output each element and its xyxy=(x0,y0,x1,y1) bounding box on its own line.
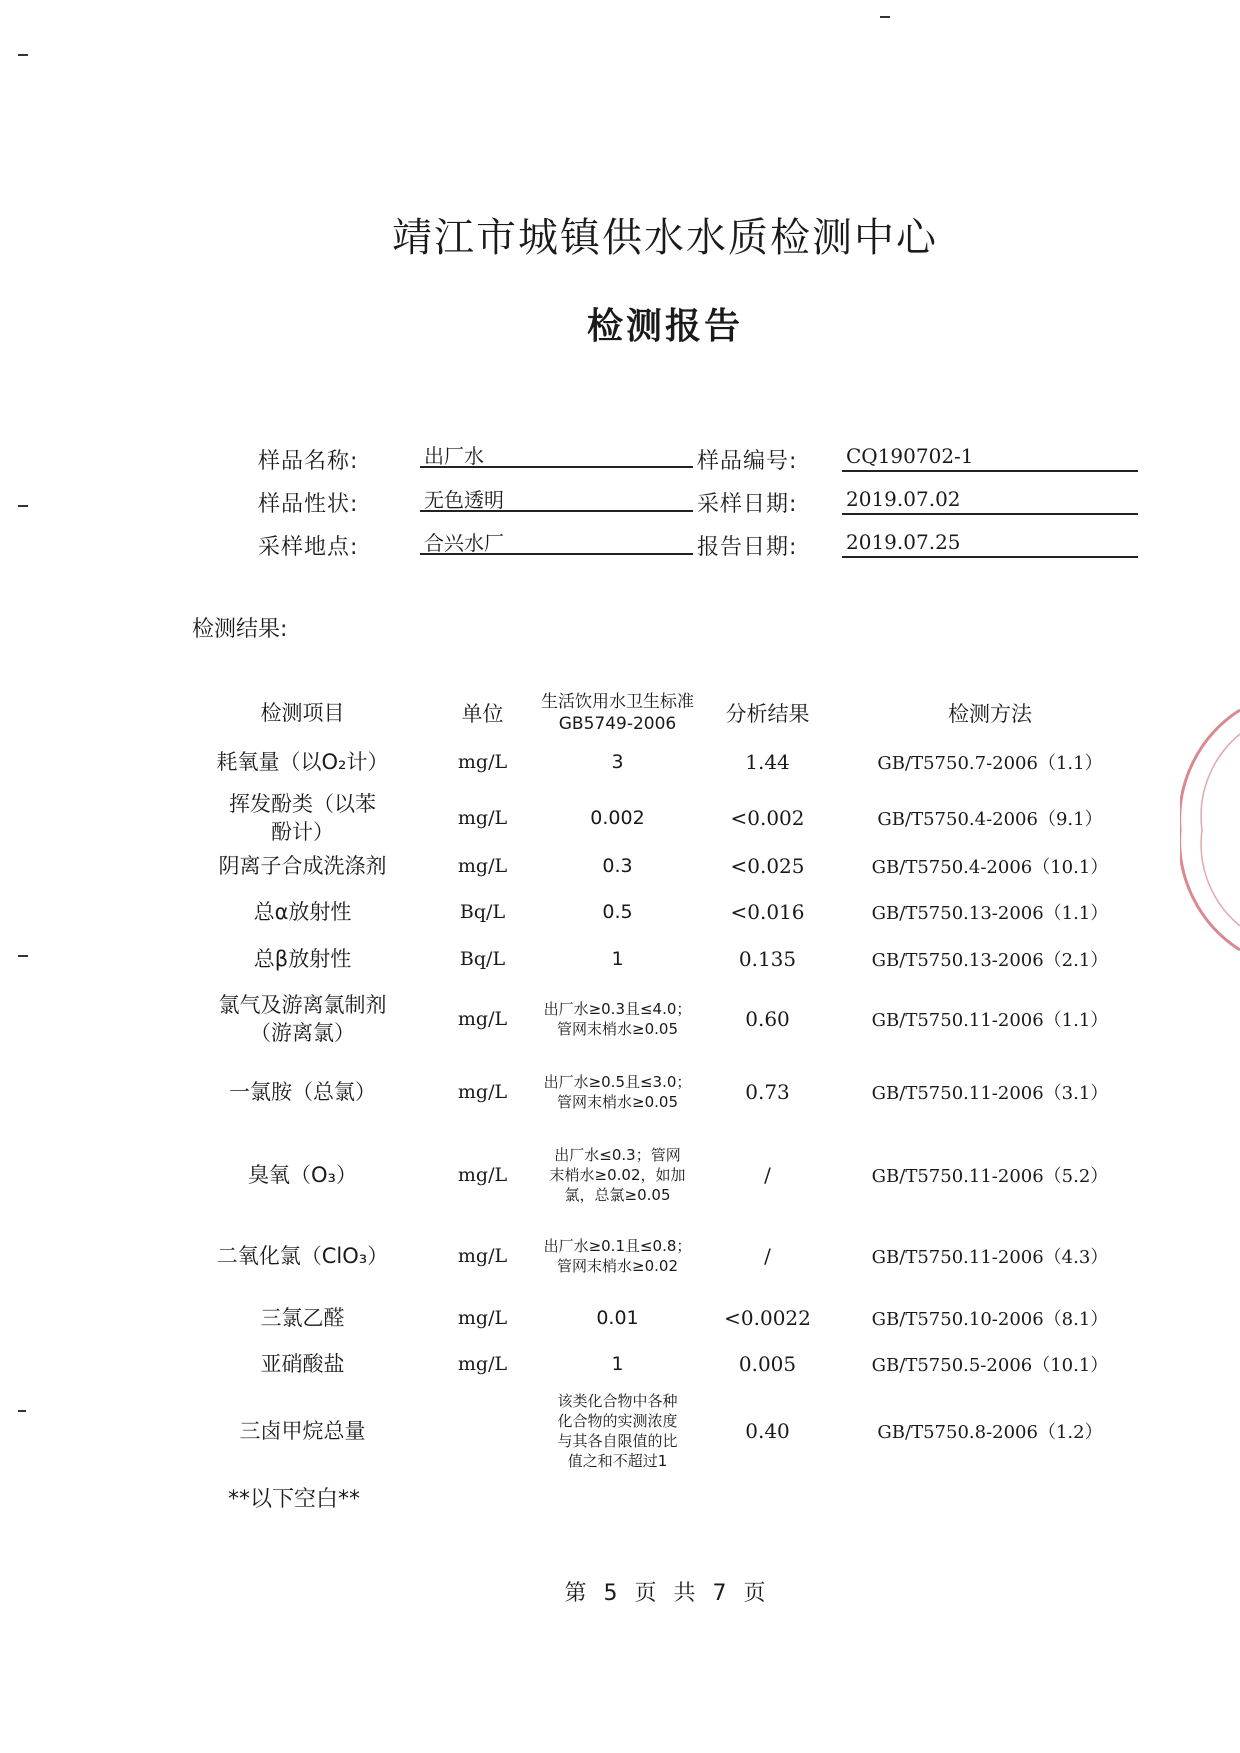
seal-stamp-icon xyxy=(1180,700,1240,960)
table-row-result: 1.44 xyxy=(745,750,790,774)
table-row-method: GB/T5750.11-2006（3.1） xyxy=(871,1083,1109,1104)
table-row-unit: mg/L xyxy=(457,1307,508,1329)
table-row-method: GB/T5750.11-2006（1.1） xyxy=(871,1010,1109,1031)
header-method: 检测方法 xyxy=(948,702,1032,726)
table-row-unit: mg/L xyxy=(457,1353,508,1375)
table-row-item: 一氯胺（总氯） xyxy=(229,1080,376,1104)
header-unit: 单位 xyxy=(461,702,504,726)
scan-mark xyxy=(18,955,28,957)
table-row-standard: 0.002 xyxy=(590,807,645,829)
table-row-standard: 出厂水≥0.3且≤4.0；管网末梢水≥0.05 xyxy=(543,1000,692,1038)
table-row-standard: 0.01 xyxy=(596,1307,639,1329)
table-row-item: 总β放射性 xyxy=(253,947,352,971)
table-row-result: <0.025 xyxy=(730,854,805,878)
table-row-item: 三卤甲烷总量 xyxy=(239,1419,366,1443)
table-row-standard: 1 xyxy=(611,1353,624,1375)
table-row-method: GB/T5750.11-2006（4.3） xyxy=(871,1247,1109,1268)
table-row-unit xyxy=(425,1386,540,1476)
table-row-item: 三氯乙醛 xyxy=(260,1306,345,1330)
sample-id-value: CQ190702-1 xyxy=(842,444,1138,472)
table-row-result: / xyxy=(764,1163,771,1187)
scan-mark xyxy=(18,1410,26,1412)
org-name: 靖江市城镇供水水质检测中心 xyxy=(392,215,938,261)
table-row-item: 阴离子合成洗涤剂 xyxy=(218,854,387,878)
table-row-method: GB/T5750.13-2006（1.1） xyxy=(871,903,1109,924)
table-row-standard: 该类化合物中各种化合物的实测浓度与其各自限值的比值之和不超过1 xyxy=(557,1392,678,1470)
table-row-unit: mg/L xyxy=(457,1245,508,1267)
table-row-method: GB/T5750.8-2006（1.2） xyxy=(877,1422,1103,1443)
table-row-item: 总α放射性 xyxy=(253,900,352,924)
scan-mark xyxy=(18,54,28,56)
table-row-unit: mg/L xyxy=(457,807,508,829)
scan-mark xyxy=(18,505,28,507)
table-row-method: GB/T5750.11-2006（5.2） xyxy=(871,1166,1109,1187)
table-row-unit: mg/L xyxy=(457,855,508,877)
table-row-result: <0.002 xyxy=(730,806,805,830)
table-row-item: 臭氧（O₃） xyxy=(248,1163,357,1187)
report-date-value: 2019.07.25 xyxy=(842,530,1138,558)
sampling-date-value: 2019.07.02 xyxy=(842,487,1138,515)
header-item: 检测项目 xyxy=(260,701,345,725)
table-row-unit: Bq/L xyxy=(459,948,506,970)
table-row-item: 二氧化氯（ClO₃） xyxy=(216,1244,389,1268)
table-row-method: GB/T5750.10-2006（8.1） xyxy=(871,1309,1109,1330)
table-row-result: 0.135 xyxy=(738,947,797,971)
table-row-unit: mg/L xyxy=(457,1164,508,1186)
sample-name-value: 出厂水 xyxy=(420,440,693,468)
table-row-result: <0.016 xyxy=(730,900,805,924)
table-row-result: / xyxy=(764,1244,771,1268)
table-row-standard: 出厂水≥0.1且≤0.8；管网末梢水≥0.02 xyxy=(543,1237,692,1275)
page-number: 第 5 页 共 7 页 xyxy=(564,1581,766,1606)
sample-appearance-value: 无色透明 xyxy=(420,484,693,512)
table-row-standard: 0.5 xyxy=(602,901,633,923)
table-row-result: 0.005 xyxy=(738,1352,797,1376)
table-row-result: 0.40 xyxy=(745,1419,790,1443)
table-row-standard: 3 xyxy=(611,751,624,773)
table-row-item: 氯气及游离氯制剂（游离氯） xyxy=(218,993,387,1045)
table-row-item: 挥发酚类（以苯酚计） xyxy=(229,792,376,844)
sampling-location-label: 采样地点: xyxy=(258,535,359,560)
table-row-method: GB/T5750.4-2006（10.1） xyxy=(871,857,1109,878)
report-title: 检测报告 xyxy=(586,306,743,347)
report-date-label: 报告日期: xyxy=(697,535,798,560)
table-row-standard: 出厂水≤0.3；管网末梢水≥0.02，如加氯，总氯≥0.05 xyxy=(549,1146,686,1204)
table-row-method: GB/T5750.5-2006（10.1） xyxy=(871,1355,1109,1376)
table-row-item: 耗氧量（以O₂计） xyxy=(216,750,389,774)
table-row-result: 0.60 xyxy=(745,1007,790,1031)
table-row-result: 0.73 xyxy=(745,1080,790,1104)
header-result: 分析结果 xyxy=(725,702,810,726)
table-row-item: 亚硝酸盐 xyxy=(260,1352,345,1376)
table-row-standard: 1 xyxy=(611,948,624,970)
results-label: 检测结果: xyxy=(192,617,288,642)
sample-id-label: 样品编号: xyxy=(697,449,798,474)
table-row-unit: mg/L xyxy=(457,1008,508,1030)
table-row-method: GB/T5750.7-2006（1.1） xyxy=(877,753,1103,774)
blank-note: **以下空白** xyxy=(228,1487,361,1512)
table-row-standard: 出厂水≥0.5且≤3.0；管网末梢水≥0.05 xyxy=(543,1073,692,1111)
sample-name-label: 样品名称: xyxy=(258,449,359,474)
table-row-method: GB/T5750.13-2006（2.1） xyxy=(871,950,1109,971)
table-row-method: GB/T5750.4-2006（9.1） xyxy=(877,809,1103,830)
sampling-location-value: 合兴水厂 xyxy=(420,527,693,555)
scan-mark xyxy=(880,16,890,18)
header-standard: 生活饮用水卫生标准GB5749-2006 xyxy=(541,692,694,734)
table-row-standard: 0.3 xyxy=(602,855,633,877)
table-row-unit: Bq/L xyxy=(459,901,506,923)
table-row-unit: mg/L xyxy=(457,1081,508,1103)
sample-appearance-label: 样品性状: xyxy=(258,492,359,517)
table-row-unit: mg/L xyxy=(457,751,508,773)
sampling-date-label: 采样日期: xyxy=(697,492,798,517)
table-row-result: <0.0022 xyxy=(724,1306,811,1330)
